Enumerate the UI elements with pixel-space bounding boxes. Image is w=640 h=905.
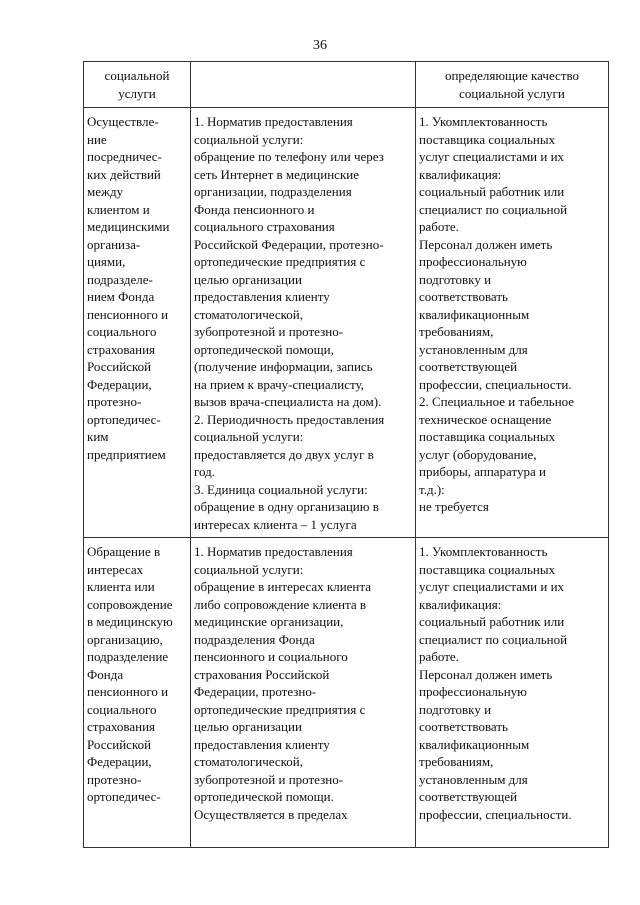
cell-text-line: требованиям,: [419, 324, 494, 339]
cell-text-line: ким: [87, 429, 109, 444]
cell-text-line: подразделе-: [87, 271, 153, 287]
cell-text-line: т.д.):: [419, 481, 445, 497]
cell-text-line: обращение по телефону или через: [194, 149, 384, 164]
cell-text-line: пенсионного и: [87, 306, 169, 322]
service-quality-cell: [416, 538, 609, 848]
cell-text-line: Фонда: [87, 666, 124, 682]
cell-text-line: 2. Специальное и табельное: [419, 394, 575, 409]
cell-text-line: 1. Норматив предоставления: [194, 544, 353, 559]
cell-text-line: ких действий: [87, 166, 161, 182]
cell-text-line: страхования: [87, 341, 156, 357]
header-line: определяющие качество: [444, 68, 580, 83]
cell-text-line: страхования Российской: [194, 666, 330, 682]
header-cell-quality: [416, 62, 609, 108]
cell-text-line: техническое оснащение: [419, 411, 552, 427]
cell-text-line: протезно-: [87, 394, 142, 409]
cell-text-line: интересах: [87, 561, 144, 577]
cell-text-line: 2. Периодичность предоставления: [194, 411, 385, 427]
cell-text-line: Фонда пенсионного и: [194, 201, 315, 217]
cell-text-line: Осуществле-: [87, 114, 159, 129]
cell-text-line: 1. Укомплектованность: [419, 544, 548, 559]
cell-text-line: 1. Норматив предоставления: [194, 114, 353, 129]
header-line: услуги: [118, 85, 156, 101]
cell-text-line: обращение в одну организацию в: [194, 499, 379, 514]
cell-text-line: клиентом и: [87, 201, 150, 217]
cell-text-line: профессии, специальности.: [419, 806, 572, 822]
cell-text-line: соответствовать: [419, 719, 508, 734]
header-line: социальной услуги: [459, 85, 565, 101]
cell-text-line: профессиональную: [419, 254, 527, 269]
cell-text-line: подразделения Фонда: [194, 631, 315, 647]
cell-text-line: соответствующей: [419, 789, 518, 804]
cell-text-line: социальный работник или: [419, 184, 565, 199]
cell-text-line: клиента или: [87, 579, 155, 594]
cell-text-line: подготовку и: [419, 271, 492, 287]
cell-text-line: стоматологической,: [194, 754, 303, 769]
cell-text-line: ортопедичес-: [87, 789, 161, 804]
cell-text-line: организацию,: [87, 631, 163, 647]
cell-text-line: предприятием: [87, 446, 166, 462]
cell-text-line: ортопедичес-: [87, 411, 161, 427]
cell-text-line: зубопротезной и протезно-: [194, 324, 344, 339]
cell-text-line: ортопедической помощи.: [194, 789, 334, 804]
cell-text-line: социальной услуги:: [194, 561, 304, 577]
cell-text-line: стоматологической,: [194, 306, 303, 322]
cell-text-line: работе.: [419, 649, 459, 664]
cell-text-line: Российской: [87, 736, 152, 752]
cell-text-line: специалист по социальной: [419, 631, 568, 647]
cell-text-line: поставщика социальных: [419, 131, 556, 147]
cell-text-line: год.: [194, 464, 215, 479]
cell-text-line: интересах клиента – 1 услуга: [194, 516, 357, 532]
cell-text-line: требованиям,: [419, 754, 494, 769]
cell-text-line: социальной услуги:: [194, 131, 304, 147]
cell-text-line: социального: [87, 701, 157, 717]
cell-text-line: приборы, аппаратура и: [419, 464, 546, 479]
cell-text-line: Обращение в: [87, 544, 161, 559]
cell-text-line: Персонал должен иметь: [419, 666, 553, 682]
cell-text-line: Осуществляется в пределах: [194, 806, 348, 822]
service-quality-cell: [416, 108, 609, 538]
cell-text-line: Федерации,: [87, 754, 152, 769]
cell-text-line: (получение информации, запись: [194, 359, 373, 374]
cell-text-line: услуг (оборудование,: [419, 446, 537, 462]
cell-text-line: социальный работник или: [419, 614, 565, 629]
cell-text-line: организа-: [87, 236, 141, 252]
cell-text-line: Федерации, протезно-: [194, 684, 317, 699]
service-norm-cell: [191, 538, 416, 848]
service-name-cell: [84, 538, 191, 848]
header-cell-service-name: [84, 62, 191, 108]
cell-text-line: 1. Укомплектованность: [419, 114, 548, 129]
cell-text-line: соответствующей: [419, 359, 518, 374]
cell-text-line: циями,: [87, 254, 126, 269]
cell-text-line: сеть Интернет в медицинские: [194, 166, 359, 182]
cell-text-line: протезно-: [87, 771, 142, 787]
cell-text-line: ортопедические предприятия с: [194, 254, 366, 269]
cell-text-line: подразделение: [87, 649, 169, 664]
cell-text-line: социального страхования: [194, 219, 335, 234]
cell-text-line: между: [87, 184, 124, 199]
cell-text-line: не требуется: [419, 499, 489, 514]
table-row: [84, 108, 609, 538]
cell-text-line: квалификация:: [419, 596, 502, 612]
cell-text-line: Федерации,: [87, 376, 152, 392]
cell-text-line: 3. Единица социальной услуги:: [194, 481, 368, 497]
cell-text-line: Персонал должен иметь: [419, 236, 553, 252]
cell-text-line: целью организации: [194, 271, 302, 287]
cell-text-line: либо сопровождение клиента в: [194, 596, 367, 612]
service-norm-cell: [191, 108, 416, 538]
services-table: [83, 61, 609, 848]
cell-text-line: подготовку и: [419, 701, 492, 717]
cell-text-line: страхования: [87, 719, 156, 734]
cell-text-line: профессии, специальности.: [419, 376, 572, 392]
cell-text-line: социального: [87, 324, 157, 339]
cell-text-line: на прием к врачу-специалисту,: [194, 376, 364, 392]
cell-text-line: вызов врача-специалиста на дом).: [194, 394, 382, 409]
cell-text-line: поставщика социальных: [419, 561, 556, 577]
cell-text-line: социальной услуги:: [194, 429, 304, 444]
cell-text-line: обращение в интересах клиента: [194, 579, 371, 594]
cell-text-line: предоставления клиенту: [194, 736, 330, 752]
cell-text-line: пенсионного и: [87, 684, 169, 699]
cell-text-line: квалификационным: [419, 736, 530, 752]
cell-text-line: ние: [87, 131, 107, 147]
cell-text-line: ортопедические предприятия с: [194, 701, 366, 717]
cell-text-line: установленным для: [419, 771, 528, 787]
cell-text-line: посредничес-: [87, 149, 162, 164]
header-cell-description: [191, 62, 416, 108]
cell-text-line: медицинские организации,: [194, 614, 344, 629]
cell-text-line: Российской Федерации, протезно-: [194, 236, 384, 252]
page-number: 36: [313, 38, 327, 53]
cell-text-line: предоставления клиенту: [194, 289, 330, 304]
cell-text-line: в медицинскую: [87, 614, 173, 629]
cell-text-line: профессиональную: [419, 684, 527, 699]
cell-text-line: нием Фонда: [87, 289, 155, 304]
header-line: социальной: [104, 68, 170, 83]
cell-text-line: сопровождение: [87, 596, 173, 612]
cell-text-line: квалификационным: [419, 306, 530, 322]
cell-text-line: предоставляется до двух услуг в: [194, 446, 374, 462]
cell-text-line: медицинскими: [87, 219, 170, 234]
cell-text-line: услуг специалистами и их: [419, 149, 565, 164]
table-row: [84, 538, 609, 848]
cell-text-line: работе.: [419, 219, 459, 234]
cell-text-line: поставщика социальных: [419, 429, 556, 444]
cell-text-line: Российской: [87, 359, 152, 374]
cell-text-line: квалификация:: [419, 166, 502, 182]
cell-text-line: организации, подразделения: [194, 184, 352, 199]
cell-text-line: ортопедической помощи,: [194, 341, 334, 357]
cell-text-line: специалист по социальной: [419, 201, 568, 217]
cell-text-line: соответствовать: [419, 289, 508, 304]
cell-text-line: услуг специалистами и их: [419, 579, 565, 594]
service-name-cell: [84, 108, 191, 538]
cell-text-line: пенсионного и социального: [194, 649, 348, 664]
cell-text-line: целью организации: [194, 719, 302, 734]
table-header-row: [84, 62, 609, 108]
cell-text-line: зубопротезной и протезно-: [194, 771, 344, 787]
cell-text-line: установленным для: [419, 341, 528, 357]
